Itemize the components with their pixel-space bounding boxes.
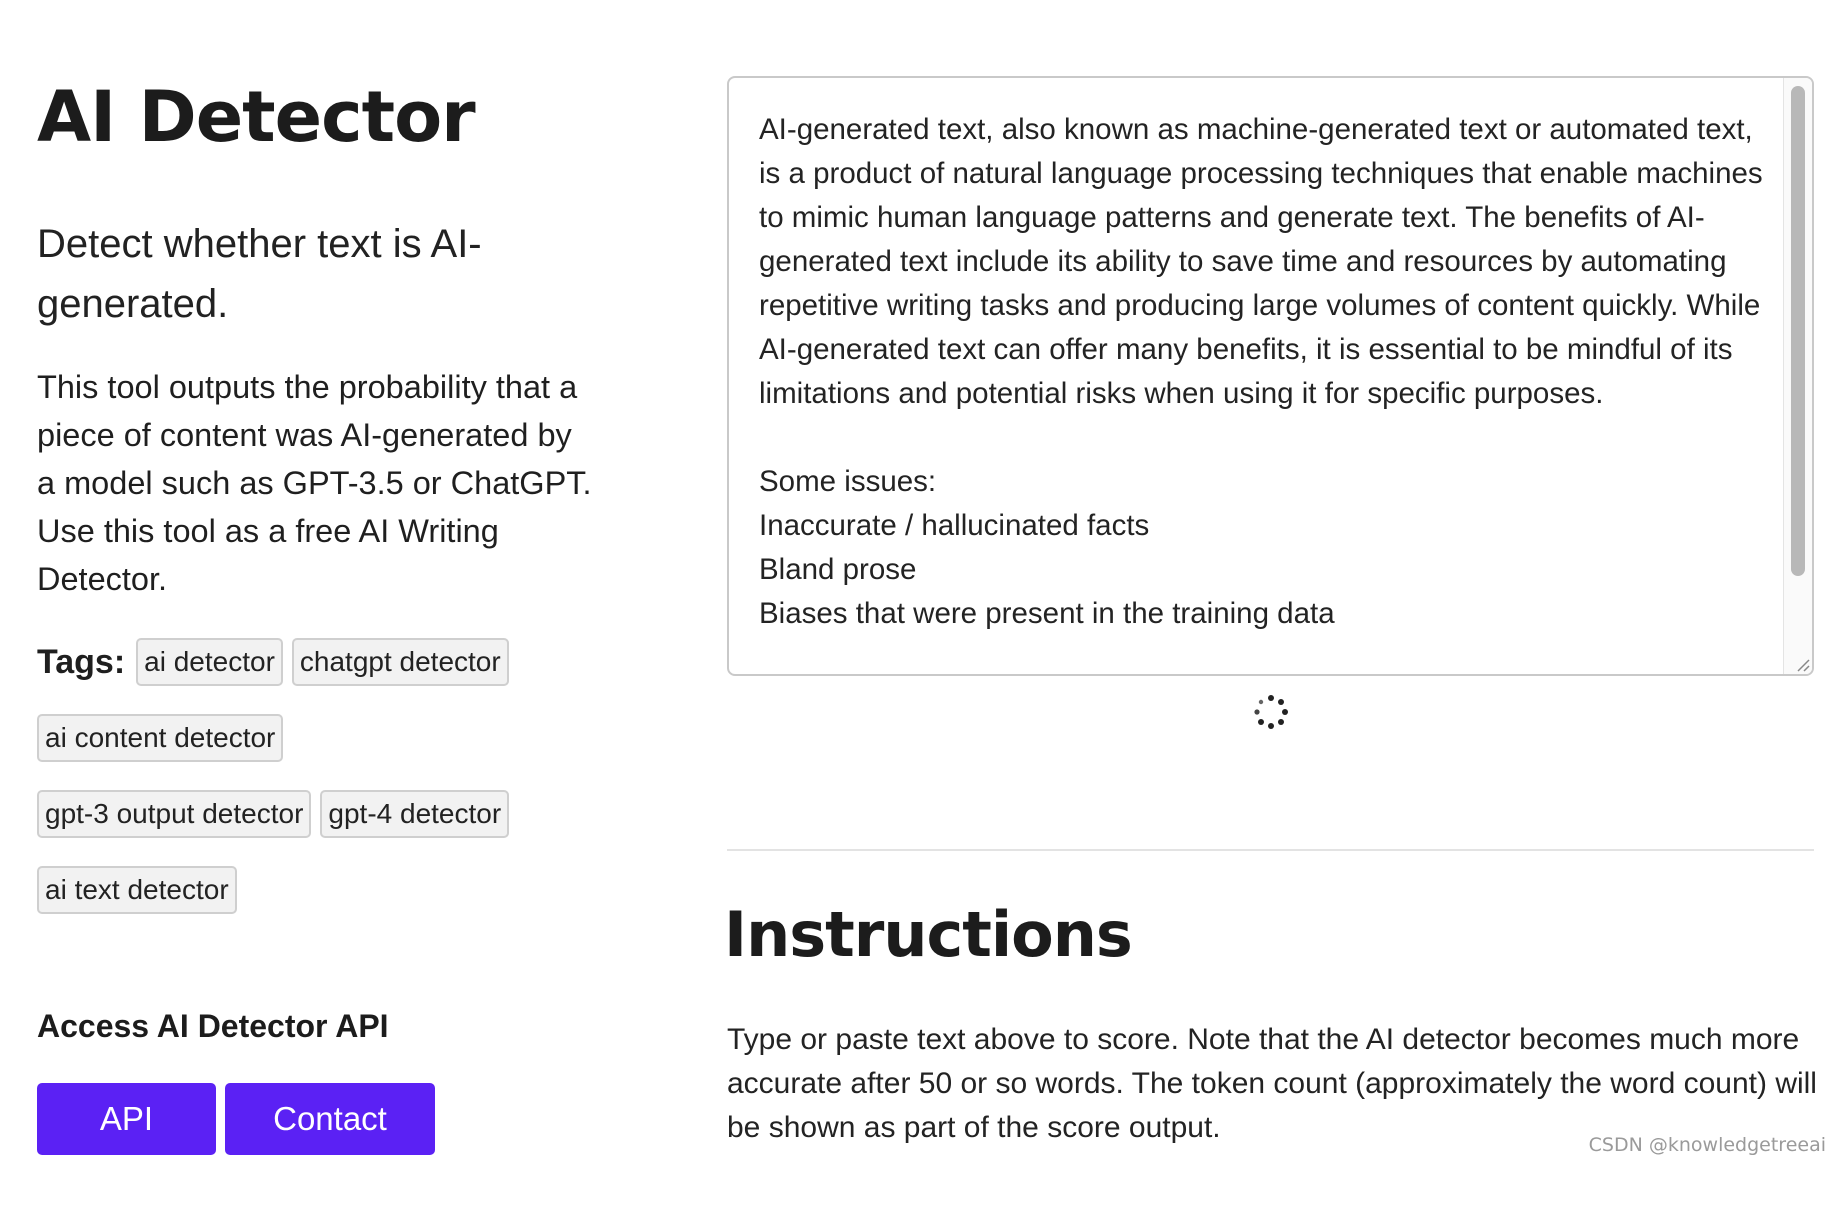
contact-us-button[interactable]: Contact Us bbox=[225, 1083, 435, 1155]
api-heading: Access AI Detector API bbox=[37, 1008, 389, 1044]
textarea-scrollbar[interactable] bbox=[1783, 78, 1812, 674]
text-input-area[interactable] bbox=[727, 76, 1814, 676]
page-subtitle: Detect whether text is AI-generated. bbox=[37, 222, 482, 326]
instructions-text: Type or paste text above to score. Note that the AI detector becomes much more accurate after 50 or so words. The token count (approximately the word count) will be shown as part of the score output. bbox=[727, 1023, 1817, 1144]
scroll-thumb[interactable] bbox=[1791, 86, 1805, 576]
tag-ai-text-detector[interactable]: ai text detector bbox=[37, 866, 237, 914]
tool-description: This tool outputs the probability that a piece of content was AI-generated by a model such as GPT-3.5 or ChatGPT. Use this tool as a free AI Writing Detector. bbox=[37, 369, 592, 597]
api-docs-button[interactable]: API Docs bbox=[37, 1083, 216, 1155]
page-title: AI Detector bbox=[37, 76, 475, 158]
tag-gpt4-detector[interactable]: gpt-4 detector bbox=[320, 790, 509, 838]
watermark: CSDN @knowledgetreeai bbox=[1588, 1134, 1826, 1156]
resize-handle-icon[interactable] bbox=[1794, 656, 1810, 672]
tag-ai-detector[interactable]: ai detector bbox=[136, 638, 283, 686]
instructions-title: Instructions bbox=[724, 898, 1132, 971]
tag-chatgpt-detector[interactable]: chatgpt detector bbox=[292, 638, 509, 686]
text-input-content[interactable]: AI-generated text, also known as machine-generated text or automated text, is a product of natural language processing techniques that enable machines to mimic human language patterns and generate text. The benefits of AI-generated text include its ability to save time and resources by automating repetitive writing tasks and producing large volumes of content quickly. While AI-generated text can offer many benefits, it is essential to be mindful of its limitations and potential risks when using it for specific purposes. Some issues: Inaccurate / hallucinated facts Bland prose Biases that were present in the training data bbox=[759, 113, 1763, 630]
spinner-icon bbox=[1253, 694, 1289, 730]
tags-list bbox=[37, 638, 577, 914]
tags-label: Tags: bbox=[37, 642, 126, 681]
tag-gpt3-output-detector[interactable]: gpt-3 output detector bbox=[37, 790, 311, 838]
tag-ai-content-detector[interactable]: ai content detector bbox=[37, 714, 283, 762]
section-divider bbox=[727, 849, 1814, 851]
